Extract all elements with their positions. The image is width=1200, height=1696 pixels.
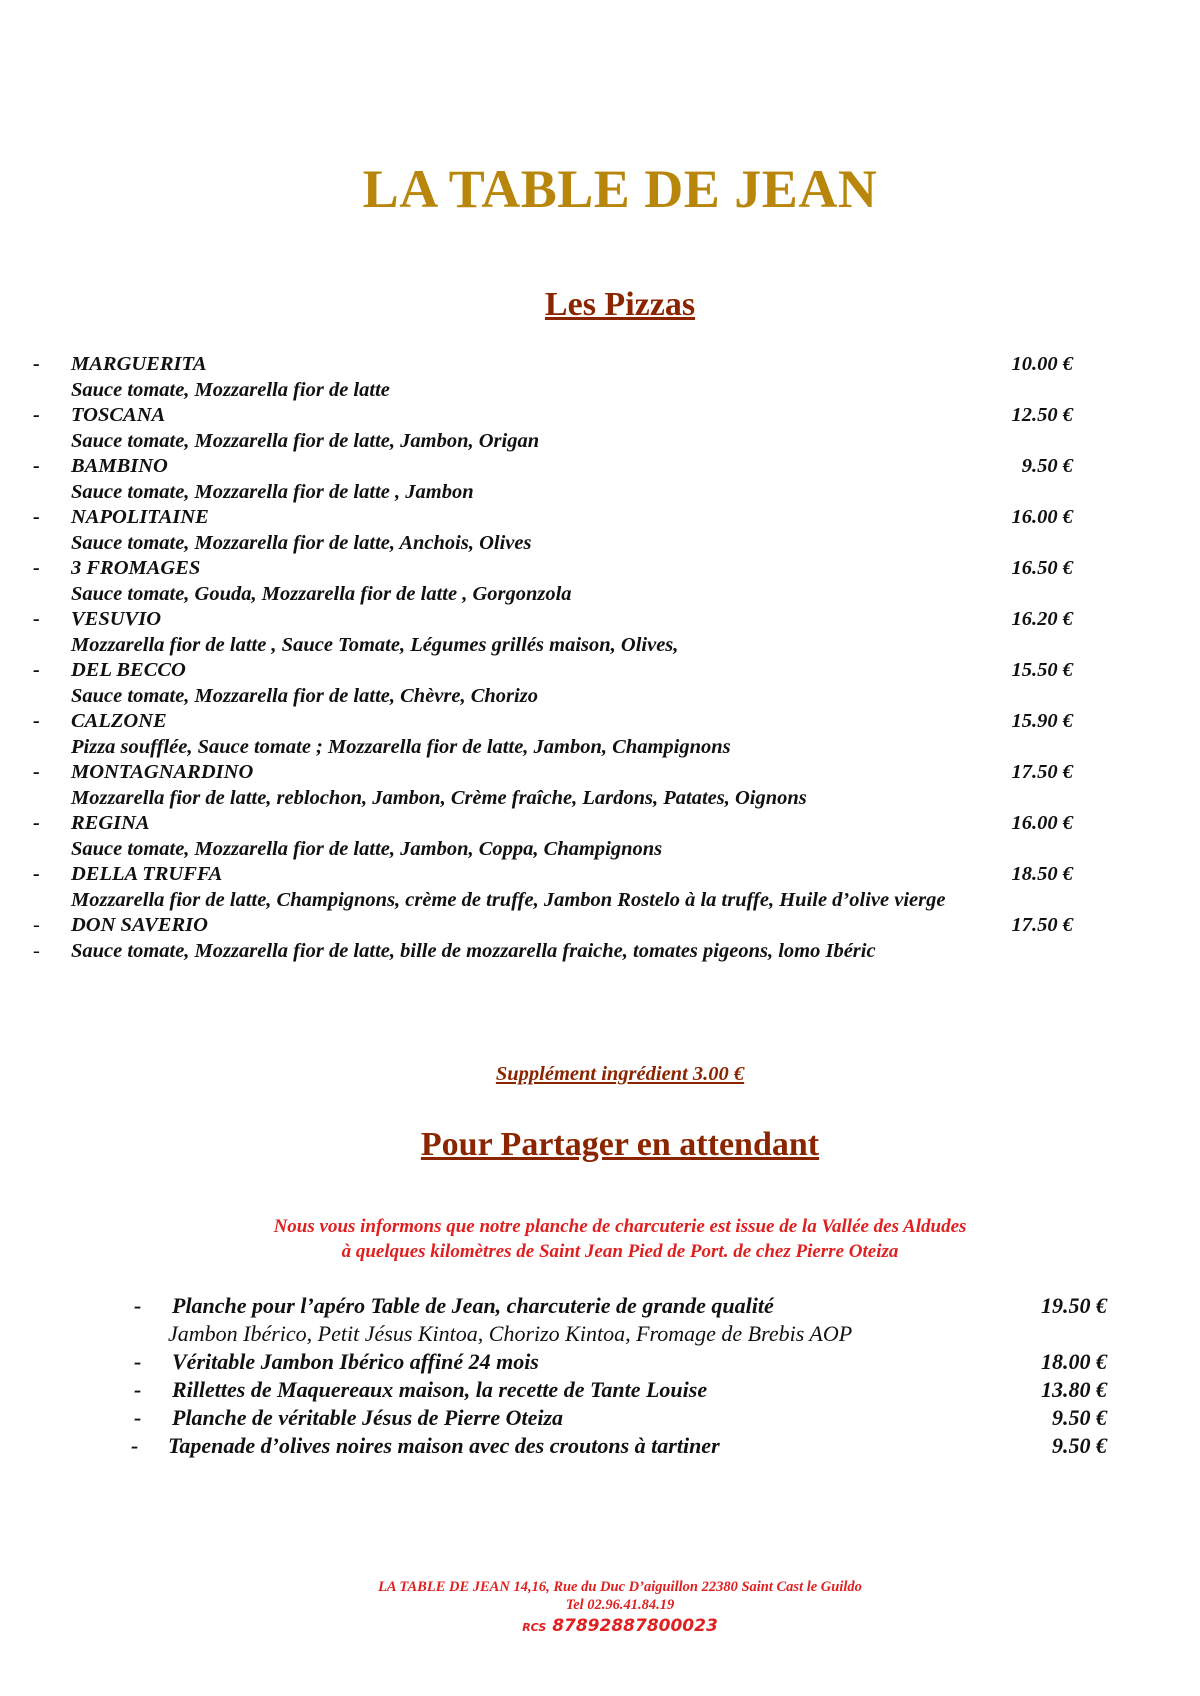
pizza-price: 15.50 € <box>1011 659 1073 681</box>
pizza-name: DEL BECCO <box>71 659 186 681</box>
sharing-list <box>0 1292 1200 1460</box>
sharing-item-name: Tapenade d’olives noires maison avec des croutons à tartiner <box>168 1433 720 1458</box>
list-bullet: - <box>33 404 40 426</box>
pizza-price: 15.90 € <box>1011 710 1073 732</box>
sharing-item-name: Planche pour l’apéro Table de Jean, charcuterie de grande qualité <box>172 1293 774 1318</box>
pizza-description: Sauce tomate, Mozzarella fior de latte, bille de mozzarella fraiche, tomates pigeons, lomo Ibéric <box>71 939 876 962</box>
pizza-item <box>0 352 1200 403</box>
pizza-item <box>0 862 1200 913</box>
supplement-note: Supplément ingrédient 3.00 € <box>495 1063 745 1085</box>
footer-rcs <box>0 1614 1200 1640</box>
pizza-name: MONTAGNARDINO <box>71 761 254 783</box>
pizza-price: 16.20 € <box>1011 608 1073 630</box>
pizza-name: MARGUERITA <box>71 353 207 375</box>
footer <box>0 1578 1200 1640</box>
pizza-description: Sauce tomate, Mozzarella fior de latte , Jambon <box>71 480 474 503</box>
restaurant-title: LA TABLE DE JEAN <box>362 159 878 219</box>
sharing-item-detail: Jambon Ibérico, Petit Jésus Kintoa, Chorizo Kintoa, Fromage de Brebis AOP <box>168 1321 853 1346</box>
pizza-name: REGINA <box>71 812 150 834</box>
pizza-item <box>0 658 1200 709</box>
rcs-number: 87892887800023 <box>552 1616 718 1636</box>
pizza-description: Sauce tomate, Mozzarella fior de latte, Chèvre, Chorizo <box>71 684 538 707</box>
pizza-name: NAPOLITAINE <box>71 506 209 528</box>
list-bullet: - <box>134 1293 142 1318</box>
sharing-item-name: Planche de véritable Jésus de Pierre Oteiza <box>172 1405 564 1430</box>
list-bullet: - <box>33 761 40 783</box>
pizza-item <box>0 556 1200 607</box>
sharing-item-name: Véritable Jambon Ibérico affiné 24 mois <box>172 1349 539 1374</box>
pizza-name: CALZONE <box>71 710 167 732</box>
pizza-item <box>0 760 1200 811</box>
pizza-item <box>0 913 1200 964</box>
sharing-item <box>0 1404 1200 1432</box>
rcs-label: RCS <box>522 1621 547 1634</box>
footer-address: LA TABLE DE JEAN 14,16, Rue du Duc D’aiguillon 22380 Saint Cast le Guildo <box>378 1579 862 1595</box>
pizza-description: Sauce tomate, Mozzarella fior de latte, Anchois, Olives <box>71 531 532 554</box>
pizza-price: 16.50 € <box>1011 557 1073 579</box>
pizza-price: 12.50 € <box>1011 404 1073 426</box>
pizza-item <box>0 403 1200 454</box>
list-bullet: - <box>33 863 40 885</box>
sharing-item-name: Rillettes de Maquereaux maison, la recette de Tante Louise <box>172 1377 708 1402</box>
pizza-description: Sauce tomate, Mozzarella fior de latte, Jambon, Coppa, Champignons <box>71 837 663 860</box>
pizza-name: DELLA TRUFFA <box>71 863 223 885</box>
sharing-item <box>0 1292 1200 1320</box>
pizza-item <box>0 709 1200 760</box>
pizza-description: Pizza soufflée, Sauce tomate ; Mozzarella fior de latte, Jambon, Champignons <box>71 735 731 758</box>
list-bullet: - <box>33 506 40 528</box>
list-bullet: - <box>33 812 40 834</box>
sharing-item-price: 9.50 € <box>1052 1433 1107 1458</box>
pizza-description: Mozzarella fior de latte, reblochon, Jambon, Crème fraîche, Lardons, Patates, Oignons <box>71 786 807 809</box>
list-bullet: - <box>33 455 40 477</box>
pizza-name: BAMBINO <box>71 455 168 477</box>
sharing-item-price: 9.50 € <box>1052 1405 1107 1430</box>
pizza-price: 16.00 € <box>1011 812 1073 834</box>
pizza-price: 16.00 € <box>1011 506 1073 528</box>
pizza-description: Mozzarella fior de latte, Champignons, crème de truffe, Jambon Rostelo à la truffe, Huile d’olive vierge <box>71 888 946 911</box>
list-bullet: - <box>33 353 40 375</box>
pizza-description: Sauce tomate, Mozzarella fior de latte <box>71 378 390 401</box>
pizza-description: Sauce tomate, Mozzarella fior de latte, Jambon, Origan <box>71 429 540 452</box>
pizzas-heading: Les Pizzas <box>544 286 696 323</box>
pizza-list <box>0 352 1200 964</box>
pizza-price: 10.00 € <box>1011 353 1073 375</box>
pizza-description: Mozzarella fior de latte , Sauce Tomate, Légumes grillés maison, Olives, <box>71 633 679 656</box>
pizza-item <box>0 607 1200 658</box>
pizza-price: 17.50 € <box>1011 761 1073 783</box>
sharing-item <box>0 1432 1200 1460</box>
pizza-item <box>0 505 1200 556</box>
charcuterie-notice <box>0 1214 1200 1264</box>
list-bullet: - <box>33 659 40 681</box>
pizza-name: TOSCANA <box>71 404 166 426</box>
sharing-heading: Pour Partager en attendant <box>420 1126 820 1163</box>
list-bullet: - <box>134 1405 142 1430</box>
list-bullet: - <box>131 1433 139 1458</box>
pizza-item <box>0 811 1200 862</box>
list-bullet: - <box>33 914 40 936</box>
sharing-item-price: 19.50 € <box>1041 1293 1107 1318</box>
pizza-price: 9.50 € <box>1021 455 1073 477</box>
sharing-item <box>0 1348 1200 1376</box>
list-bullet: - <box>33 557 40 579</box>
list-bullet: - <box>33 939 40 962</box>
notice-line: Nous vous informons que notre planche de charcuterie est issue de la Vallée des Aldudes <box>273 1216 967 1237</box>
sharing-item <box>0 1376 1200 1404</box>
list-bullet: - <box>33 608 40 630</box>
pizza-price: 17.50 € <box>1011 914 1073 936</box>
pizza-price: 18.50 € <box>1011 863 1073 885</box>
pizza-name: VESUVIO <box>71 608 162 630</box>
list-bullet: - <box>134 1377 142 1402</box>
pizza-item <box>0 454 1200 505</box>
list-bullet: - <box>33 710 40 732</box>
list-bullet: - <box>134 1349 142 1374</box>
notice-line: à quelques kilomètres de Saint Jean Pied de Port. de chez Pierre Oteiza <box>341 1241 899 1262</box>
sharing-item-price: 18.00 € <box>1041 1349 1107 1374</box>
pizza-name: DON SAVERIO <box>71 914 208 936</box>
footer-phone: Tel 02.96.41.84.19 <box>565 1597 675 1613</box>
sharing-item-price: 13.80 € <box>1041 1377 1107 1402</box>
pizza-name: 3 FROMAGES <box>71 557 201 579</box>
sharing-item-detail-row <box>0 1320 1200 1348</box>
pizza-description: Sauce tomate, Gouda, Mozzarella fior de latte , Gorgonzola <box>71 582 572 605</box>
